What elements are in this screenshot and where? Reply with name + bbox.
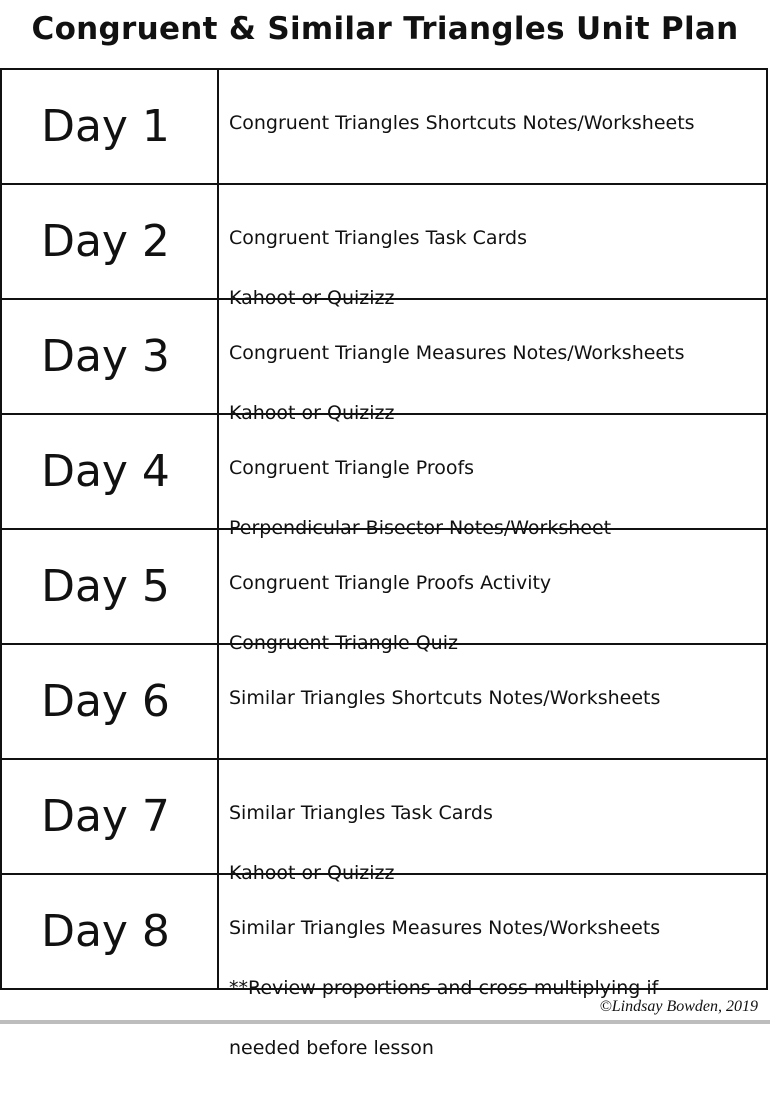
page-bottom-edge: [0, 1020, 770, 1024]
day-tasks: [219, 70, 768, 183]
day-label: Day 2: [0, 185, 219, 298]
day-row: [0, 415, 768, 539]
day-tasks: [219, 415, 768, 539]
day-row: [0, 300, 768, 424]
task-item: Kahoot or Quizizz: [229, 287, 395, 309]
day-label: Day 8: [0, 875, 219, 988]
day-label: Day 6: [0, 645, 219, 758]
task-item: Congruent Triangles Shortcuts Notes/Worksheets: [229, 112, 695, 134]
day-row: [0, 185, 768, 309]
task-item: Similar Triangles Shortcuts Notes/Worksheets: [229, 687, 661, 709]
page-title: Congruent & Similar Triangles Unit Plan: [31, 11, 739, 47]
task-item: Similar Triangles Measures Notes/Worksheets: [229, 917, 661, 939]
day-row: [0, 645, 768, 760]
task-item: Congruent Triangle Proofs Activity: [229, 572, 552, 594]
task-item: Congruent Triangle Proofs: [229, 457, 475, 479]
day-tasks: [219, 645, 768, 758]
task-item: Kahoot or Quizizz: [229, 862, 395, 884]
day-tasks: [219, 530, 768, 654]
task-item: Kahoot or Quizizz: [229, 402, 395, 424]
task-item: Perpendicular Bisector Notes/Worksheet: [229, 517, 612, 539]
copyright-notice: ©Lindsay Bowden, 2019: [599, 998, 758, 1015]
task-item: Congruent Triangle Quiz: [229, 632, 458, 654]
day-row: [0, 530, 768, 654]
day-tasks: [219, 300, 768, 424]
day-label: Day 3: [0, 300, 219, 413]
task-item: **Review proportions and cross multiplying if: [229, 977, 659, 999]
day-label: Day 7: [0, 760, 219, 873]
day-label: Day 5: [0, 530, 219, 643]
task-item: Congruent Triangles Task Cards: [229, 227, 528, 249]
day-label: Day 1: [0, 70, 219, 183]
day-row: [0, 760, 768, 884]
day-row: [0, 70, 768, 185]
day-tasks: [219, 760, 768, 884]
task-item: Congruent Triangle Measures Notes/Worksheets: [229, 342, 685, 364]
task-item: Similar Triangles Task Cards: [229, 802, 493, 824]
task-item: needed before lesson: [229, 1037, 434, 1059]
day-label: Day 4: [0, 415, 219, 528]
day-tasks: [219, 185, 768, 309]
